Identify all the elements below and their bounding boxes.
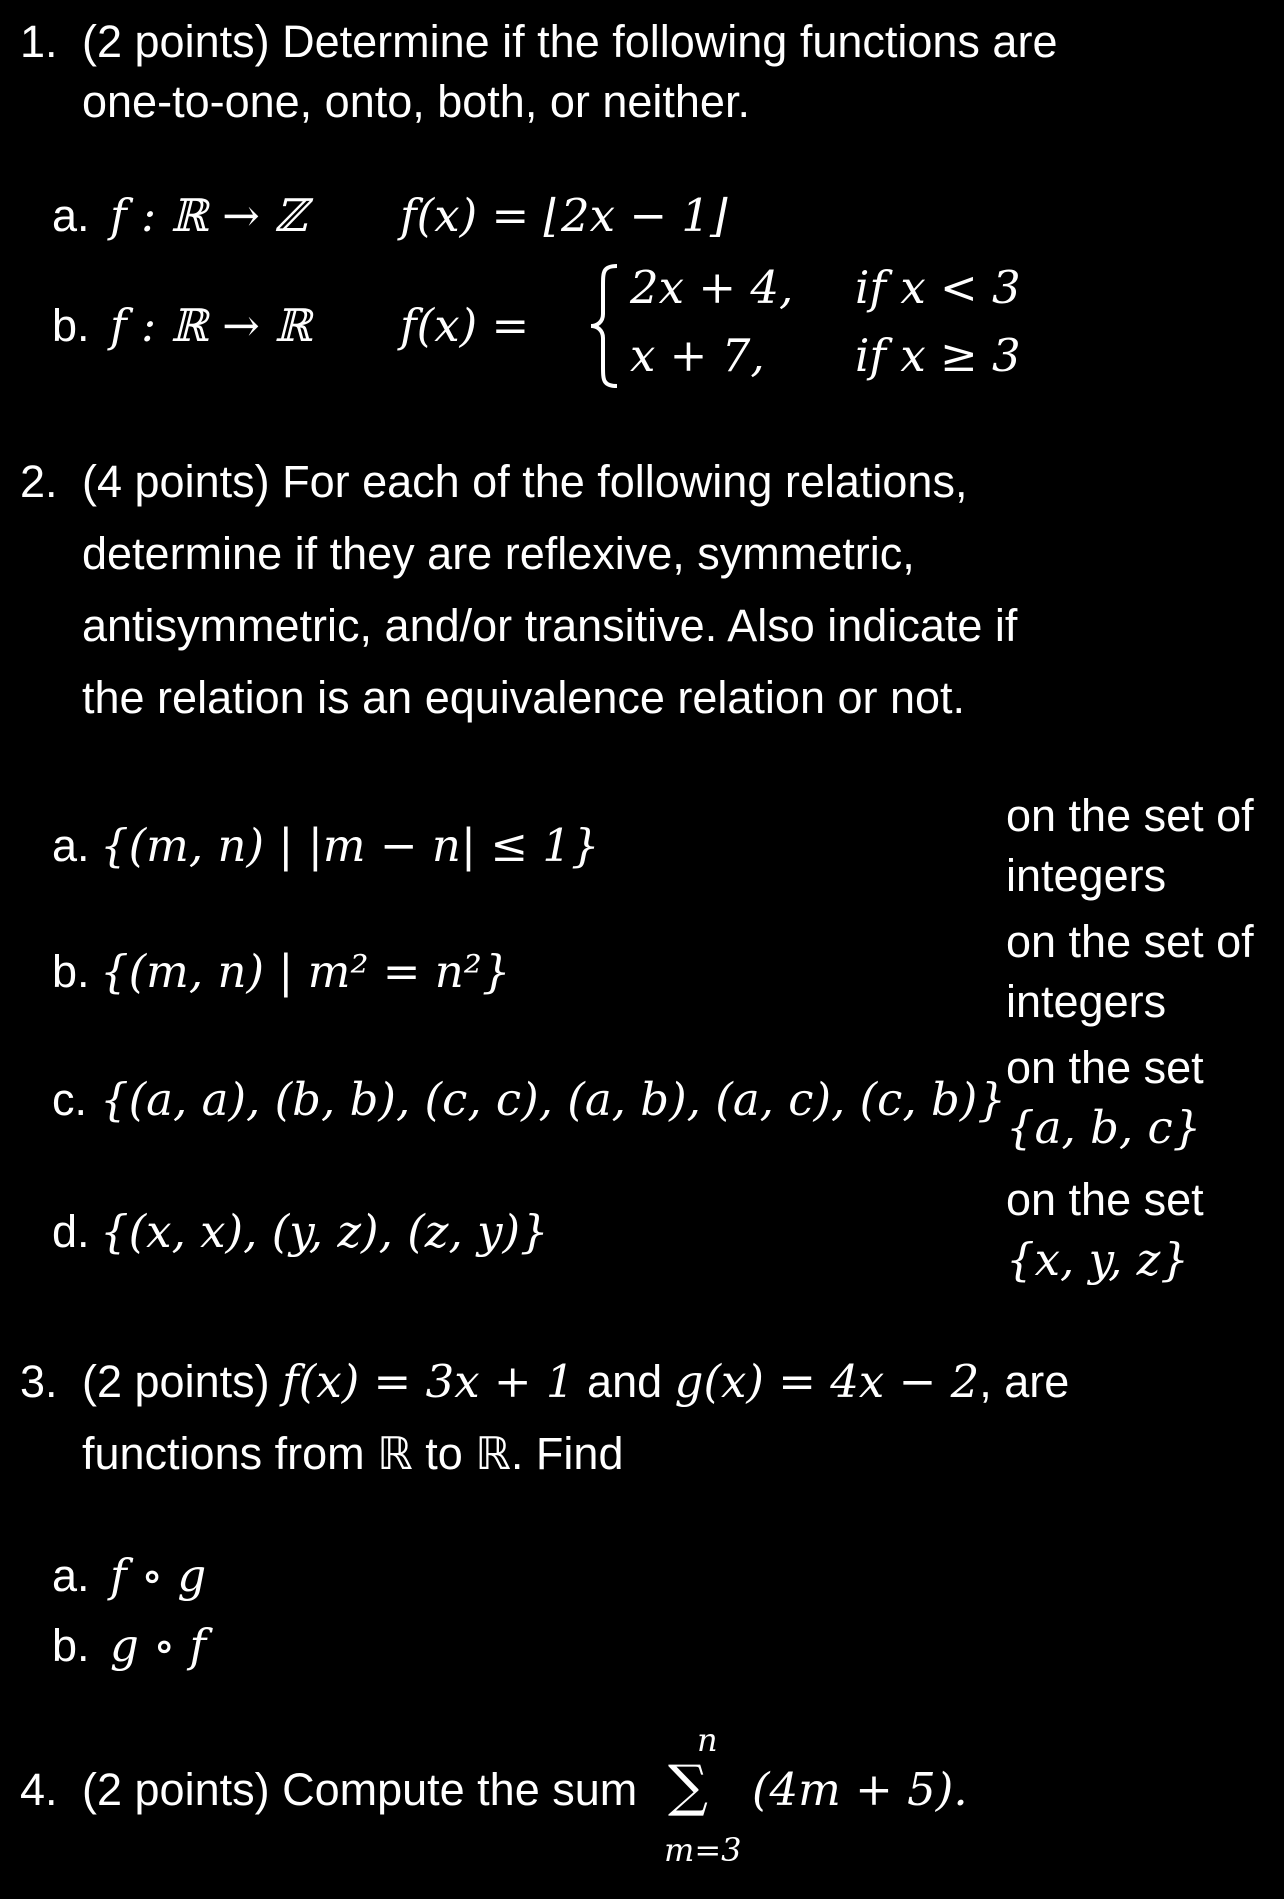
- q4-summand: (4m + 5).: [752, 1763, 968, 1816]
- q2-a-set-line2: integers: [1006, 850, 1167, 901]
- piecewise-brace: [585, 262, 625, 390]
- q1-a-label: a.: [52, 190, 90, 241]
- q3-f-definition: f(x) = 3x + 1: [282, 1355, 575, 1408]
- q1-number: 1.: [20, 16, 58, 67]
- q2-d-set-line1: on the set: [1006, 1174, 1204, 1225]
- q2-b-relation: {(m, n) | m² = n²}: [100, 945, 511, 998]
- q3-suffix: , are: [979, 1356, 1070, 1407]
- q1-b-lhs: f(x) =: [400, 299, 530, 352]
- q1-b-case1-cond: if x < 3: [855, 261, 1021, 314]
- q1-b-case1-expr: 2x + 4,: [630, 261, 794, 314]
- q2-d-relation: {(x, x), (y, z), (z, y)}: [100, 1205, 549, 1258]
- q4-text: (2 points) Compute the sum: [82, 1764, 638, 1815]
- q2-number: 2.: [20, 456, 58, 507]
- q2-b-set-line1: on the set of: [1006, 916, 1254, 967]
- q4-number: 4.: [20, 1764, 58, 1815]
- q1-b-domain: f : ℝ → ℝ: [110, 299, 312, 352]
- q2-c-label: c.: [52, 1074, 88, 1125]
- q2-line3: antisymmetric, and/or transitive. Also indicate if: [82, 600, 1018, 651]
- q3-line1: [82, 1346, 1069, 1418]
- q2-line4: the relation is an equivalence relation or not.: [82, 672, 966, 723]
- q2-a-label: a.: [52, 820, 90, 871]
- q2-a-relation: {(m, n) | |m − n| ≤ 1}: [100, 819, 600, 872]
- q3-prefix: (2 points): [82, 1356, 270, 1407]
- q1-a-function: f(x) = ⌊2x − 1⌋: [400, 189, 728, 242]
- q2-b-set-line2: integers: [1006, 976, 1167, 1027]
- q3-line2: functions from ℝ to ℝ. Find: [82, 1428, 624, 1479]
- q4-sum-upper: n: [697, 1721, 718, 1759]
- q4-sum-lower: m=3: [664, 1831, 742, 1869]
- q2-c-relation: {(a, a), (b, b), (c, c), (a, b), (a, c), (c, b)}: [100, 1073, 1006, 1126]
- q2-d-set-line2: {x, y, z}: [1006, 1233, 1190, 1286]
- q3-b-expr: g ∘ f: [110, 1619, 207, 1672]
- sigma-icon: ∑: [668, 1754, 708, 1819]
- q1-a-domain: f : ℝ → ℤ: [110, 189, 307, 242]
- q1-b-label: b.: [52, 300, 90, 351]
- q2-line2: determine if they are reflexive, symmetric,: [82, 528, 915, 579]
- q2-c-set-line1: on the set: [1006, 1042, 1204, 1093]
- q1-line2: one-to-one, onto, both, or neither.: [82, 76, 750, 127]
- q3-and: and: [587, 1356, 663, 1407]
- q3-a-expr: f ∘ g: [110, 1549, 207, 1602]
- q2-a-set-line1: on the set of: [1006, 790, 1254, 841]
- q1-b-case2-expr: x + 7,: [630, 329, 765, 382]
- q2-c-set-line2: {a, b, c}: [1006, 1101, 1202, 1154]
- q3-b-label: b.: [52, 1620, 90, 1671]
- q3-g-definition: g(x) = 4x − 2: [674, 1355, 980, 1408]
- q1-b-case2-cond: if x ≥ 3: [855, 329, 1021, 382]
- q2-b-label: b.: [52, 946, 90, 997]
- q2-line1: (4 points) For each of the following relations,: [82, 456, 968, 507]
- q3-a-label: a.: [52, 1550, 90, 1601]
- q1-line1: (2 points) Determine if the following functions are: [82, 16, 1058, 67]
- q3-number: 3.: [20, 1356, 58, 1407]
- q2-d-label: d.: [52, 1206, 90, 1257]
